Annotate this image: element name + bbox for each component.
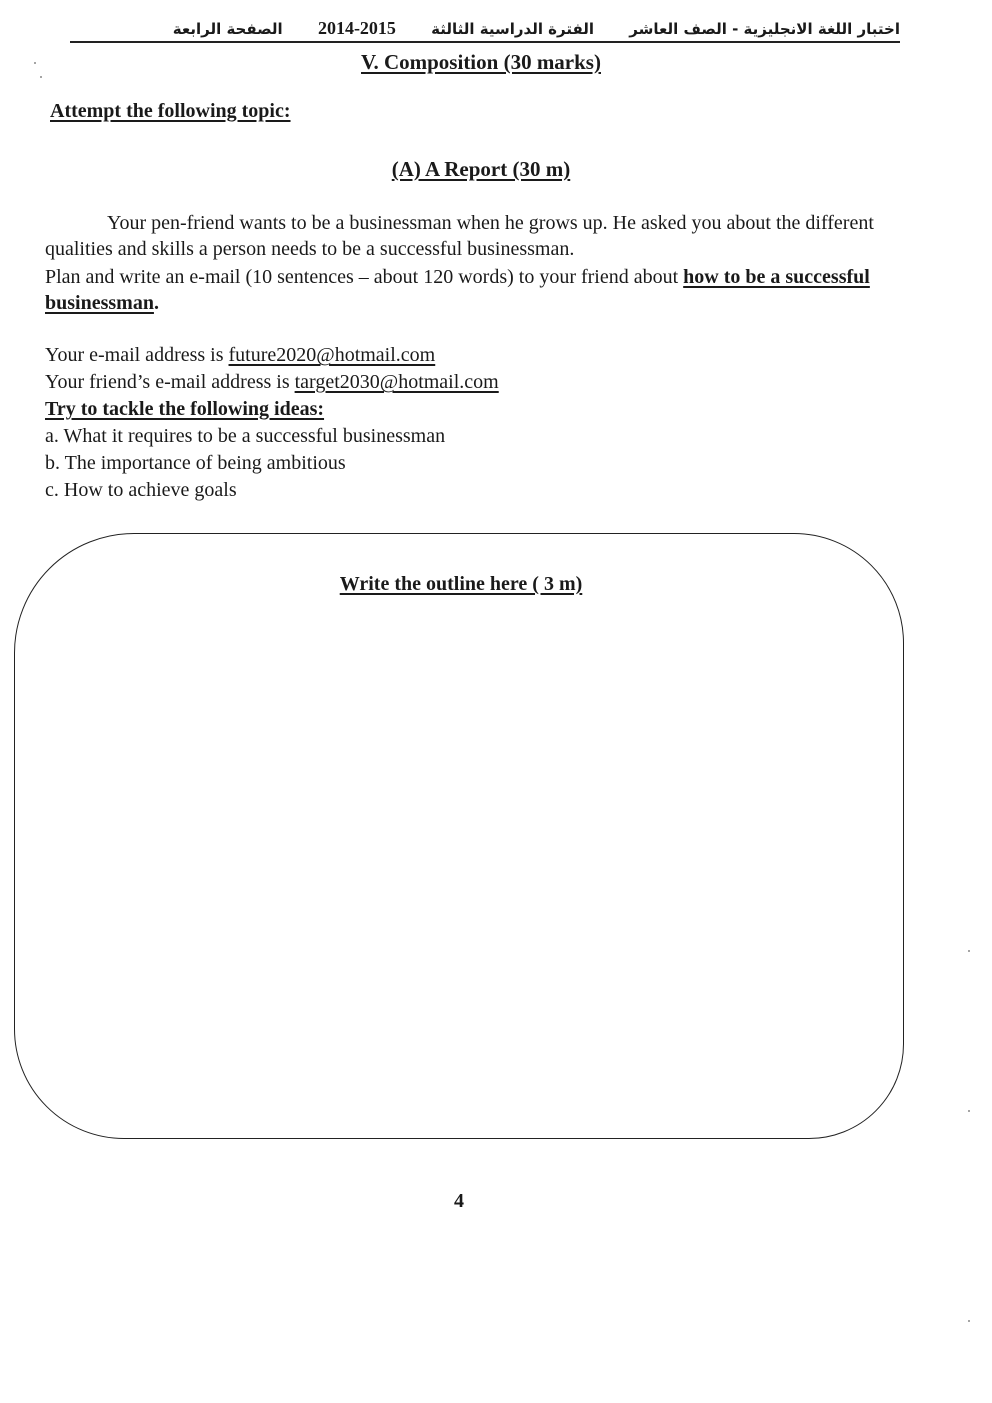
idea-item: c. How to achieve goals: [45, 479, 237, 501]
your-email-line: [45, 342, 435, 368]
prompt-paragraph: [45, 210, 910, 262]
your-email-label: Your e-mail address is: [45, 344, 229, 366]
ideas-heading: Try to tackle the following ideas:: [45, 398, 325, 420]
task-end: .: [153, 292, 159, 314]
your-email-address: future2020@hotmail.com: [228, 344, 436, 366]
exam-header: [70, 18, 900, 43]
header-term: الفترة الدراسية الثالثة: [431, 20, 595, 38]
outline-box[interactable]: [14, 533, 904, 1139]
idea-item: a. What it requires to be a successful businessman: [45, 425, 446, 447]
header-exam-title: اختبار اللغة الانجليزية - الصف العاشر: [629, 20, 900, 38]
scan-speck: [40, 76, 42, 78]
idea-item: b. The importance of being ambitious: [45, 452, 346, 474]
task-emphasis: how to be a successful businessman: [45, 266, 870, 314]
header-page-label: الصفحة الرابعة: [172, 20, 283, 38]
topic-title: (A) A Report (30 m): [391, 157, 571, 181]
friend-email-label: Your friend’s e-mail address is: [45, 371, 295, 393]
task-paragraph: [45, 264, 910, 316]
task-text: Plan and write an e-mail (10 sentences – about 120 words) to your friend about: [45, 266, 684, 288]
section-title: V. Composition (30 marks): [361, 50, 601, 74]
friend-email-line: [45, 369, 499, 395]
page-number: 4: [454, 1190, 464, 1212]
scan-speck: [968, 950, 970, 952]
header-year: 2014-2015: [317, 18, 396, 38]
friend-email-address: target2030@hotmail.com: [294, 371, 499, 393]
scan-speck: [34, 62, 36, 64]
prompt-text: Your pen-friend wants to be a businessman when he grows up. He asked you about the different qualities and skills a person needs to be a successful businessman.: [45, 212, 874, 260]
scan-speck: [968, 1320, 970, 1322]
scan-speck: [968, 1110, 970, 1112]
instruction: Attempt the following topic:: [50, 100, 291, 122]
outline-title: Write the outline here ( 3 m): [339, 573, 583, 595]
